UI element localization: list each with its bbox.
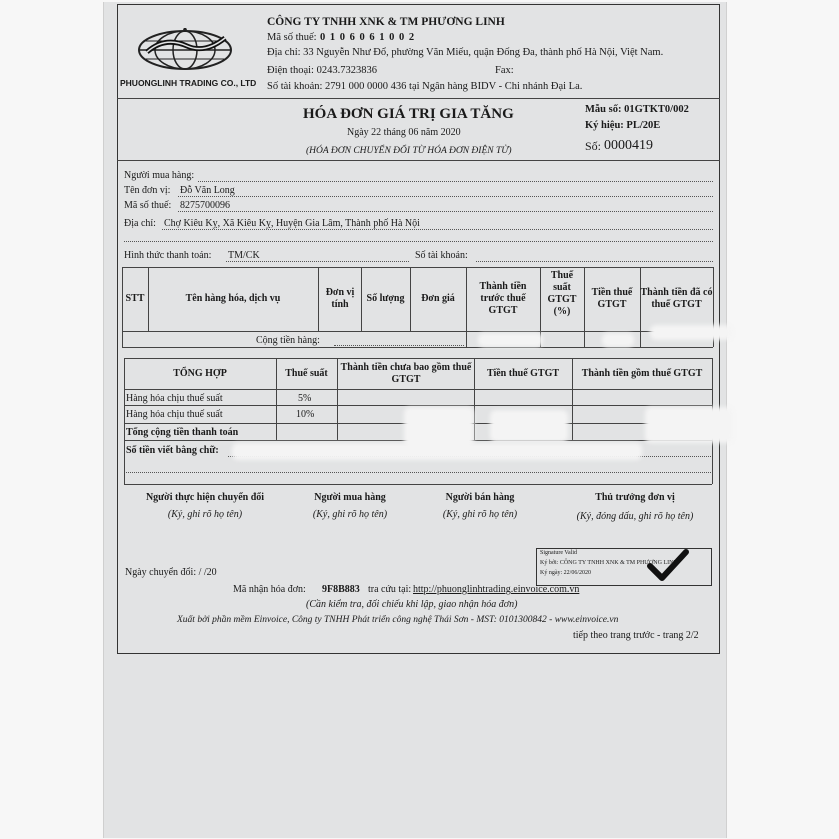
account-label: Số tài khoản:: [415, 250, 468, 261]
invoice-subtitle: (HÓA ĐƠN CHUYỂN ĐỔI TỪ HÓA ĐƠN ĐIỆN TỬ): [306, 146, 512, 156]
redacted-subtotal-tax: [602, 333, 634, 347]
company-logo-globe-icon: [135, 28, 235, 72]
unit-label: Tên đơn vị:: [124, 185, 171, 196]
invoice-symbol: Ký hiệu: PL/20E: [585, 120, 661, 131]
redacted-subtotal-total: [650, 325, 732, 340]
page-indicator: tiếp theo trang trước - trang 2/2: [573, 630, 699, 641]
invoice-title: HÓA ĐƠN GIÁ TRỊ GIA TĂNG: [303, 106, 514, 122]
invoice-number-label: Số:: [585, 139, 602, 153]
amount-in-words-label: Số tiền viết bằng chữ:: [126, 445, 219, 456]
conversion-date: Ngày chuyển đổi: / /20: [125, 567, 217, 578]
unit-value: Đỗ Văn Long: [180, 185, 235, 196]
signer-director-note: (Ký, đóng dấu, ghi rõ họ tên): [576, 511, 694, 522]
lookup-site-label: tra cứu tại:: [368, 584, 412, 595]
col-unit: Đơn vị tính: [325, 287, 355, 310]
summary-col-pretax: Thành tiền chưa bao gồm thuế GTGT: [340, 362, 472, 385]
logo-text: PHUONGLINH TRADING CO., LTD: [120, 78, 257, 88]
lookup-url-link[interactable]: http://phuonglinhtrading.einvoice.com.vn: [413, 584, 580, 595]
buyer-address-label: Địa chỉ:: [124, 218, 156, 229]
redacted-summary-pretax: [404, 407, 474, 447]
signer-buyer-note: (Ký, ghi rõ họ tên): [312, 509, 388, 520]
software-note: Xuất bởi phần mềm Einvoice, Công ty TNHH Phát triển công nghệ Thái Sơn - MST: 0101300842 - www.einvoice.vn: [177, 615, 619, 625]
buyer-tax-label: Mã số thuế:: [124, 200, 172, 211]
company-phone: Điện thoại: 0243.7323836: [267, 65, 377, 76]
redacted-amount-words: [232, 443, 642, 460]
summary-row-10-rate: 10%: [296, 409, 315, 420]
summary-col-rate: Thuế suất: [285, 368, 328, 379]
col-total-with-tax: Thành tiền đã có thuế GTGT: [640, 287, 713, 310]
redacted-summary-total: [645, 407, 733, 443]
company-name: CÔNG TY TNHH XNK & TM PHƯƠNG LINH: [267, 16, 505, 28]
redacted-summary-tax: [490, 410, 568, 442]
col-quantity: Số lượng: [366, 293, 405, 304]
col-pretax-amount: Thành tiền trước thuế GTGT: [479, 281, 527, 316]
col-unit-price: Đơn giá: [421, 293, 455, 304]
buyer-tax-value: 8275700096: [180, 200, 230, 211]
subtotal-label: Cộng tiền hàng:: [256, 335, 320, 346]
col-tax-amount: Tiền thuế GTGT: [591, 287, 633, 310]
payment-value: TM/CK: [228, 250, 260, 261]
payment-label: Hình thức thanh toán:: [124, 250, 212, 261]
company-address: Địa chỉ: 33 Nguyễn Như Đổ, phường Văn Miếu, quận Đống Đa, thành phố Hà Nội, Việt Nam.: [267, 47, 664, 58]
company-tax-code: 0 1 0 6 0 6 1 0 0 2: [320, 32, 416, 43]
redacted-subtotal: [478, 333, 543, 347]
col-stt: STT: [125, 293, 145, 304]
summary-col-label: TỔNG HỢP: [173, 368, 227, 379]
stamp-line3: Ký ngày: 22/06/2020: [540, 570, 591, 576]
signer-director-title: Thủ trưởng đơn vị: [595, 492, 675, 503]
summary-row-5-label: Hàng hóa chịu thuế suất: [126, 393, 223, 404]
summary-col-tax: Tiền thuế GTGT: [486, 368, 560, 379]
signer-buyer-title: Người mua hàng: [314, 492, 386, 503]
company-bank: Số tài khoản: 2791 000 0000 436 tại Ngân hàng BIDV - Chi nhánh Đại La.: [267, 81, 583, 92]
lookup-code: 9F8B883: [322, 584, 360, 595]
signer-seller-title: Người bán hàng: [445, 492, 515, 503]
invoice-date: Ngày 22 tháng 06 năm 2020: [347, 127, 461, 138]
check-note: (Cần kiểm tra, đối chiếu khi lập, giao nhận hóa đơn): [306, 599, 518, 610]
summary-row-10-label: Hàng hóa chịu thuế suất: [126, 409, 223, 420]
signer-converter-title: Người thực hiện chuyển đổi: [145, 492, 265, 503]
summary-row-5-rate: 5%: [298, 393, 312, 404]
col-tax-rate: Thuế suất GTGT (%): [547, 270, 577, 317]
buyer-address-value: Chợ Kiêu Kỵ, Xã Kiêu Kỵ, Huyện Gia Lâm, Thành phố Hà Nội: [164, 218, 420, 229]
signer-converter-note: (Ký, ghi rõ họ tên): [167, 509, 243, 520]
company-fax: Fax:: [495, 65, 514, 76]
company-tax-label: Mã số thuế:: [267, 32, 317, 43]
stamp-line2: Ký bởi: CÔNG TY TNHH XNK & TM PHƯƠNG LINH: [540, 560, 678, 566]
invoice-number: 0000419: [604, 138, 653, 153]
template-number: Mẫu số: 01GTKT0/002: [585, 104, 689, 115]
buyer-label: Người mua hàng:: [124, 170, 195, 181]
summary-total-label: Tổng cộng tiền thanh toán: [126, 427, 239, 438]
lookup-code-label: Mã nhận hóa đơn:: [233, 584, 306, 595]
summary-col-total: Thành tiền gồm thuế GTGT: [581, 368, 703, 379]
col-item-name: Tên hàng hóa, dịch vụ: [185, 293, 281, 304]
stamp-line1: Signature Valid: [540, 550, 578, 556]
signature-check-icon: [646, 548, 690, 584]
signer-seller-note: (Ký, ghi rõ họ tên): [442, 509, 518, 520]
